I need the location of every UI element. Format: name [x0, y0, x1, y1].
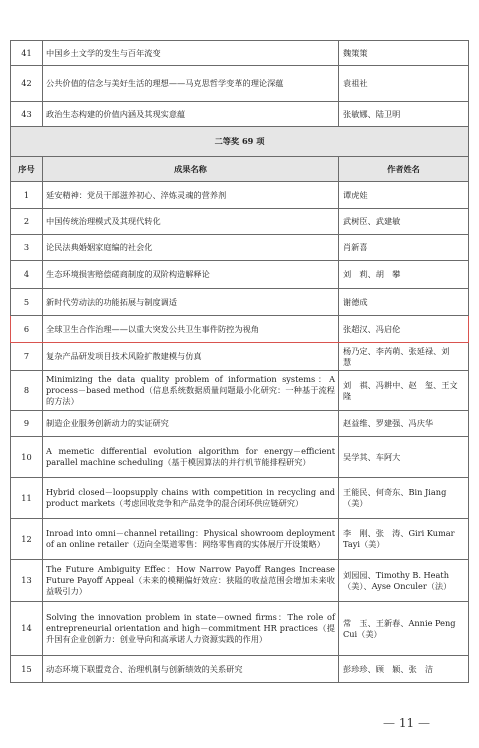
row-number: 6 [11, 316, 43, 343]
awards-table [10, 40, 469, 683]
achievement-title: The Future Ambiguity Effec：How Narrow Payoff Ranges Increase Future Payoff Appeal（未来的模糊偏好效应：狭隘的收益范围会增加未来收益吸引力） [43, 560, 339, 602]
achievement-title: 政治生态构建的价值内涵及其现实意蕴 [43, 102, 339, 127]
author-names: 吴学其、车阿大 [339, 437, 469, 478]
row-number: 9 [11, 411, 43, 437]
table-row [11, 41, 469, 66]
achievement-title: Solving the innovation problem in state－owned firms：The role of entrepreneurial orientation and high－commitment HR practices（提升国有企业创新力：创业导向和高承诺人力资源实践的作用） [43, 602, 339, 656]
table-row [11, 102, 469, 127]
column-header-row [11, 157, 469, 182]
row-number: 10 [11, 437, 43, 478]
author-names: 谢德成 [339, 289, 469, 316]
achievement-title: Hybrid closed－loopsupply chains with competition in recycling and product markets（考虑回收竞争和产品竞争的混合闭环供应链研究） [43, 478, 339, 519]
row-number: 14 [11, 602, 43, 656]
author-names: 赵益维、罗建强、冯庆华 [339, 411, 469, 437]
table-row [11, 478, 469, 519]
author-names: 刘 祺、冯耕中、赵 玺、王文隆 [339, 371, 469, 411]
author-names: 彭珍珍、顾 颖、张 洁 [339, 656, 469, 683]
row-number: 3 [11, 235, 43, 261]
table-row [11, 209, 469, 235]
page-footer [383, 716, 430, 730]
header-title: 成果名称 [43, 157, 339, 182]
row-number: 13 [11, 560, 43, 602]
row-number: 7 [11, 343, 43, 371]
row-number: 15 [11, 656, 43, 683]
achievement-title: 全球卫生合作治理——以重大突发公共卫生事件防控为视角 [43, 316, 339, 343]
author-names: 武树臣、武建敏 [339, 209, 469, 235]
row-number: 41 [11, 41, 43, 66]
table-row [11, 66, 469, 102]
author-names: 常 玉、王新春、Annie Peng Cui（美） [339, 602, 469, 656]
row-number: 12 [11, 519, 43, 560]
achievement-title: A memetic differential evolution algorithm for energy－efficient parallel machine scheduling（基于模因算法的并行机节能排程研究） [43, 437, 339, 478]
achievement-title: 制造企业服务创新动力的实证研究 [43, 411, 339, 437]
achievement-title: 动态环境下联盟竞合、治理机制与创新绩效的关系研究 [43, 656, 339, 683]
achievement-title: 复杂产品研发项目技术风险扩散建模与仿真 [43, 343, 339, 371]
author-names: 张超汉、冯启伦 [339, 316, 469, 343]
achievement-title: Minimizing the data quality problem of information systems：A process－based method（信息系统数据质量问题最小化研究：一种基于流程的方法） [43, 371, 339, 411]
table-row [11, 437, 469, 478]
achievement-title: Inroad into omni－channel retailing：Physical showroom deployment of an online retailer（迈向全渠道零售：网络零售商的实体展厅开设策略） [43, 519, 339, 560]
achievement-title: 生态环境损害赔偿磋商制度的双阶构造解释论 [43, 261, 339, 289]
author-names: 肖新喜 [339, 235, 469, 261]
row-number: 42 [11, 66, 43, 102]
row-number: 11 [11, 478, 43, 519]
row-number: 1 [11, 182, 43, 209]
author-names: 谭虎娃 [339, 182, 469, 209]
table-row [11, 411, 469, 437]
author-names: 魏策策 [339, 41, 469, 66]
table-row [11, 656, 469, 683]
achievement-title: 延安精神：党员干部滋养初心、淬炼灵魂的营养剂 [43, 182, 339, 209]
table-row [11, 560, 469, 602]
footer-dash-right: — [417, 716, 430, 730]
achievement-title: 论民法典婚姻家庭编的社会化 [43, 235, 339, 261]
table-row [11, 182, 469, 209]
author-names: 袁祖社 [339, 66, 469, 102]
section-header-row [11, 127, 469, 157]
row-number: 5 [11, 289, 43, 316]
row-number: 8 [11, 371, 43, 411]
row-number: 4 [11, 261, 43, 289]
table-row [11, 235, 469, 261]
author-names: 王能民、何奇东、Bin Jiang（美） [339, 478, 469, 519]
achievement-title: 中国乡土文学的发生与百年流变 [43, 41, 339, 66]
header-number: 序号 [11, 157, 43, 182]
author-names: 刘 莉、胡 攀 [339, 261, 469, 289]
table-row [11, 261, 469, 289]
achievement-title: 公共价值的信念与美好生活的理想——马克思哲学变革的理论深蕴 [43, 66, 339, 102]
author-names: 杨乃定、李芮萌、张延禄、刘 慧 [339, 343, 469, 371]
header-author: 作者姓名 [339, 157, 469, 182]
author-names: 李 刚、张 涛、Giri Kumar Tayi（美） [339, 519, 469, 560]
page-number: 11 [398, 716, 415, 730]
row-number: 2 [11, 209, 43, 235]
author-names: 刘园园、Timothy B. Heath（美）、Ayse Onculer（法） [339, 560, 469, 602]
table-row [11, 289, 469, 316]
table-row-highlighted [11, 316, 469, 343]
table-row [11, 602, 469, 656]
table-row [11, 371, 469, 411]
section-title: 二等奖 69 项 [11, 127, 469, 157]
row-number: 43 [11, 102, 43, 127]
table-row [11, 343, 469, 371]
achievement-title: 中国传统治理模式及其现代转化 [43, 209, 339, 235]
table-row [11, 519, 469, 560]
author-names: 张敏娜、陆卫明 [339, 102, 469, 127]
footer-dash-left: — [383, 716, 395, 730]
achievement-title: 新时代劳动法的功能拓展与制度调适 [43, 289, 339, 316]
